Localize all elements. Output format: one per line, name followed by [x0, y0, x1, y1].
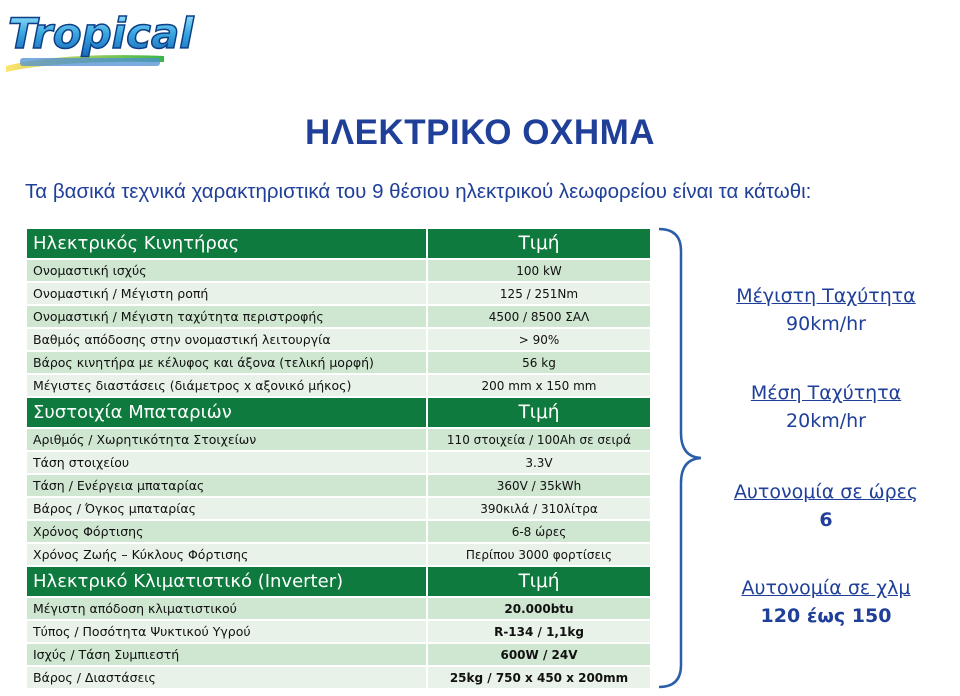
highlight-value: 120 έως 150 [760, 605, 892, 627]
highlight-autonomy-km [706, 577, 946, 627]
table-row [27, 282, 650, 305]
section-header-ac [27, 566, 650, 597]
row-value: 125 / 251Nm [427, 282, 650, 305]
row-label: Χρόνος Φόρτισης [27, 520, 427, 543]
row-value: 200 mm x 150 mm [427, 374, 650, 397]
row-label: Ονομαστική / Μέγιστη ταχύτητα περιστροφής [27, 305, 427, 328]
row-value: 100 kW [427, 259, 650, 282]
section-title: Ηλεκτρικό Κλιματιστικό (Inverter) [27, 566, 427, 597]
row-label: Ονομαστική / Μέγιστη ροπή [27, 282, 427, 305]
row-label: Μέγιστες διαστάσεις (διάμετρος x αξονικό μήκος) [27, 374, 427, 397]
table-row [27, 643, 650, 666]
row-value: 4500 / 8500 ΣΑΛ [427, 305, 650, 328]
value-header: Τιμή [427, 228, 650, 259]
row-value: 56 kg [427, 351, 650, 374]
row-value: 3.3V [427, 451, 650, 474]
highlight-label: Μέγιστη Ταχύτητα [736, 285, 916, 307]
row-value: 360V / 35kWh [427, 474, 650, 497]
table-row [27, 497, 650, 520]
section-header-motor [27, 228, 650, 259]
row-label: Βάρος κινητήρα με κέλυφος και άξονα (τελική μορφή) [27, 351, 427, 374]
row-label: Μέγιστη απόδοση κλιματιστικού [27, 597, 427, 620]
row-value: 20.000btu [427, 597, 650, 620]
tropical-logo [0, 0, 194, 80]
row-label: Αριθμός / Χωρητικότητα Στοιχείων [27, 428, 427, 451]
highlight-autonomy-hours [706, 481, 946, 531]
value-header: Τιμή [427, 397, 650, 428]
section-title: Ηλεκτρικός Κινητήρας [27, 228, 427, 259]
row-value: 110 στοιχεία / 100Ah σε σειρά [427, 428, 650, 451]
row-label: Χρόνος Ζωής – Κύκλους Φόρτισης [27, 543, 427, 566]
table-row [27, 543, 650, 566]
spec-table [27, 227, 650, 690]
section-title: Συστοιχία Μπαταριών [27, 397, 427, 428]
row-label: Βάρος / Διαστάσεις [27, 666, 427, 689]
table-row [27, 474, 650, 497]
row-label: Τάση / Ενέργεια μπαταρίας [27, 474, 427, 497]
row-label: Βάρος / Όγκος μπαταρίας [27, 497, 427, 520]
right-brace [655, 227, 705, 689]
section-header-battery [27, 397, 650, 428]
highlight-avg-speed [706, 382, 946, 432]
highlight-max-speed [706, 285, 946, 335]
highlight-label: Μέση Ταχύτητα [750, 382, 902, 404]
row-value: > 90% [427, 328, 650, 351]
table-row [27, 305, 650, 328]
table-row [27, 451, 650, 474]
table-row [27, 620, 650, 643]
table-row [27, 374, 650, 397]
table-row [27, 666, 650, 689]
table-row [27, 428, 650, 451]
svg-text:Tropical: Tropical [8, 9, 194, 58]
row-value: 25kg / 750 x 450 x 200mm [427, 666, 650, 689]
row-label: Ισχύς / Τάση Συμπιεστή [27, 643, 427, 666]
table-row [27, 351, 650, 374]
row-value: 390κιλά / 310λίτρα [427, 497, 650, 520]
highlight-label: Αυτονομία σε ώρες [733, 481, 919, 503]
row-label: Ονομαστική ισχύς [27, 259, 427, 282]
row-label: Τάση στοιχείου [27, 451, 427, 474]
value-header: Τιμή [427, 566, 650, 597]
row-label: Τύπος / Ποσότητα Ψυκτικού Υγρού [27, 620, 427, 643]
table-row [27, 597, 650, 620]
row-value: R-134 / 1,1kg [427, 620, 650, 643]
page-subtitle: Τα βασικά τεχνικά χαρακτηριστικά του 9 θέσιου ηλεκτρικού λεωφορείου είναι τα κάτωθι: [25, 180, 812, 203]
table-row [27, 328, 650, 351]
row-value: 6-8 ώρες [427, 520, 650, 543]
row-value: 600W / 24V [427, 643, 650, 666]
highlight-value: 20km/hr [786, 410, 866, 432]
table-row [27, 520, 650, 543]
highlight-value: 90km/hr [786, 313, 866, 335]
highlight-value: 6 [819, 509, 833, 531]
table-row [27, 259, 650, 282]
page-title: ΗΛΕΚΤΡΙΚΟ ΟΧΗΜΑ [304, 113, 656, 152]
highlight-label: Αυτονομία σε χλμ [741, 577, 911, 599]
row-value: Περίπου 3000 φορτίσεις [427, 543, 650, 566]
row-label: Βαθμός απόδοσης στην ονομαστική λειτουργία [27, 328, 427, 351]
